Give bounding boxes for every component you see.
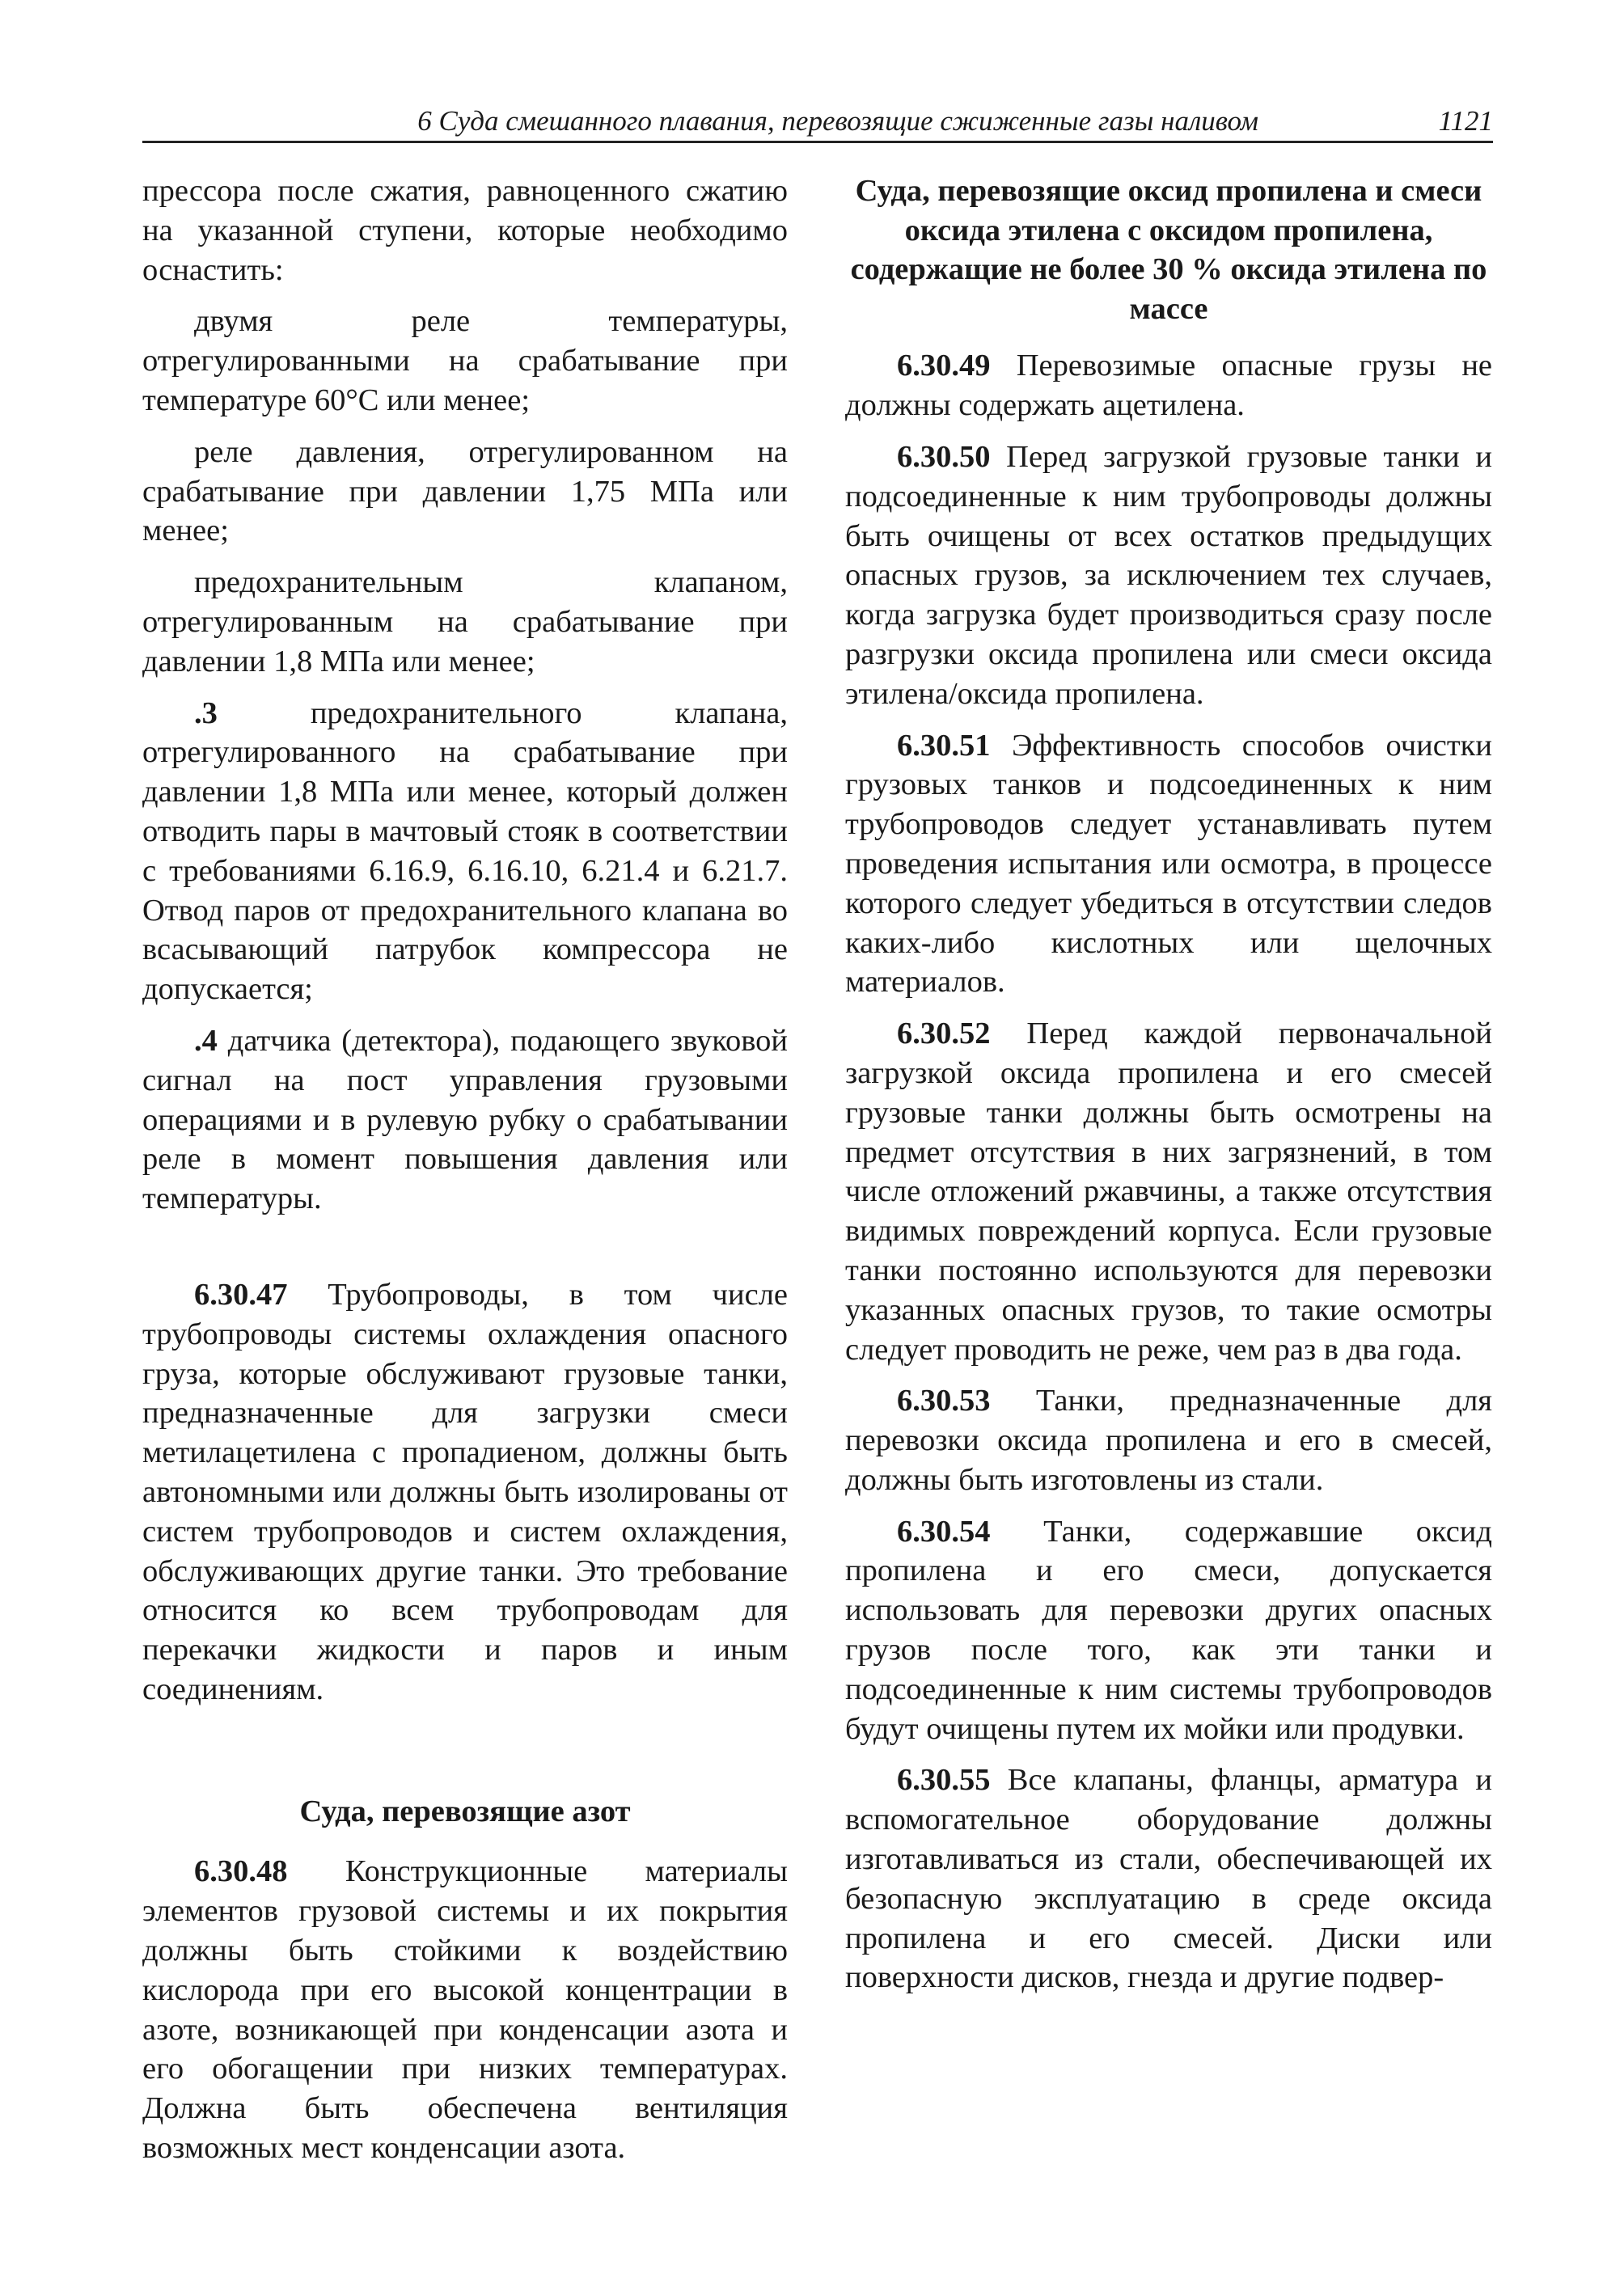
page-number: 1121 [1438,105,1493,137]
clause-number: 6.30.52 [897,1017,991,1051]
clause-6-30-55 [845,1761,1492,1997]
clause-6-30-47 [142,1275,788,1710]
clause-number: 6.30.48 [194,1854,288,1889]
clause-number: 6.30.47 [194,1277,288,1312]
clause-number: 6.30.51 [897,728,991,763]
item-text: предохранительного клапана, отрегулированного на срабатывание при давлении 1,8 МПа или менее, который должен отводить пары в мачтовый стояк в соответствии с требованиями 6.16.9, 6.16.10, 6.21.4 и 6.21.7. Отвод паров от предохранительного клапана во всасывающий патрубок компрессора не допускается; [142,695,789,1007]
clause-number: 6.30.49 [897,349,991,383]
clause-6-30-48 [142,1852,788,2167]
section-heading-propylene-oxide: Суда, перевозящие оксид пропилена и смеси оксида этилена с оксидом пропилена, содержащие не более 30 % оксида этилена по массе [850,174,1487,326]
clause-6-30-49 [845,346,1492,425]
clause-text: Перед каждой первоначальной загрузкой оксида пропилена и его смесей грузовые танки должны быть осмотрены на предмет отсутствия в них загрязнений, в том числе отложений ржавчины, а также отсутствия видимых повреждений корпуса. Если грузовые танки постоянно используются для перевозки указанных опасных грузов, то такие осмотры следует проводить не реже, чем раз в два года. [845,1017,1492,1367]
section-heading-nitrogen: Суда, перевозящие азот [299,1794,631,1828]
clause-text: Трубопроводы, в том числе трубопроводы системы охлаждения опасного груза, которые обслуживают грузовые танки, предназначенные для загрузки смеси метилацетилена с пропадиеном, должны быть автономными или должны быть изолированы от систем трубопроводов и систем охлаждения, обслуживающих другие танки. Это требование относится ко всем трубопроводам для перекачки жидкости и паров и иным соединениям. [142,1277,788,1706]
list-item-safety-valve: предохранительным клапаном, отрегулированным на срабатывание при давлении 1,8 МПа или менее; [142,565,788,678]
clause-text: Танки, предназначенные для перевозки оксида пропилена и его в смесей, должны быть изготовлены из стали. [845,1384,1492,1497]
clause-number: 6.30.53 [897,1384,991,1418]
clause-text: Перед загрузкой грузовые танки и подсоединенные к ним трубопроводы должны быть очищены от всех остатков предыдущих опасных грузов, за исключением тех случаев, когда загрузка будет производиться сразу после разгрузки оксида пропилена или смеси оксида этилена/оксида пропилена. [845,439,1492,711]
clause-6-30-50 [845,437,1492,714]
page-header [142,100,1493,143]
clause-6-30-54 [845,1512,1492,1749]
right-column [845,171,1492,1997]
running-title: 6 Суда смешанного плавания, перевозящие сжиженные газы наливом [417,105,1258,137]
paragraph-compressor-tail: прессора после сжатия, равноценного сжатию на указанной ступени, которые необходимо оснастить: [142,174,788,287]
clause-6-30-51 [845,726,1492,1003]
clause-number: 6.30.55 [897,1763,991,1798]
clause-6-30-53 [845,1381,1492,1499]
list-item-temperature-relays: двумя реле температуры, отрегулированными на срабатывание при температуре 60°С или менее; [142,304,788,417]
item-number: .3 [194,695,218,730]
clause-6-30-52 [845,1014,1492,1369]
clause-text: Все клапаны, фланцы, арматура и вспомогательное оборудование должны изготавливаться из стали, обеспечивающей их безопасную эксплуатацию в среде оксида пропилена и его смесей. Диски или поверхности дисков, гнезда и другие подвер- [845,1763,1493,1995]
clause-text: Танки, содержавшие оксид пропилена и его смеси, допускается использовать для перевозки других опасных грузов после того, как эти танки и подсоединенные к ним системы трубопроводов будут очищены путем их мойки или продувки. [845,1514,1492,1746]
list-item-3 [142,694,788,1009]
item-number: .4 [194,1023,218,1058]
list-item-4 [142,1021,788,1219]
clause-text: Перевозимые опасные грузы не должны содержать ацетилена. [845,349,1493,423]
item-text: датчика (детектора), подающего звуковой сигнал на пост управления грузовыми операциями и в рулевую рубку о срабатывании реле в момент повышения давления или температуры. [142,1023,789,1216]
clause-number: 6.30.54 [897,1514,991,1549]
list-item-pressure-relay: реле давления, отрегулированном на срабатывание при давлении 1,75 МПа или менее; [142,434,788,548]
left-column [142,171,788,2168]
clause-text: Эффективность способов очистки грузовых танков и подсоединенных к ним трубопроводов следует устанавливать путем проведения испытания или осмотра, в процессе которого следует убедиться в отсутствии следов каких-либо кислотных или щелочных материалов. [845,728,1492,1000]
clause-text: Конструкционные материалы элементов грузовой системы и их покрытия должны быть стойкими к воздействию кислорода при его высокой концентрации в азоте, возникающей при конденсации азота и его обогащении при низких температурах. Должна быть обеспечена вентиляция возможных мест конденсации азота. [142,1854,788,2166]
clause-number: 6.30.50 [897,439,991,474]
